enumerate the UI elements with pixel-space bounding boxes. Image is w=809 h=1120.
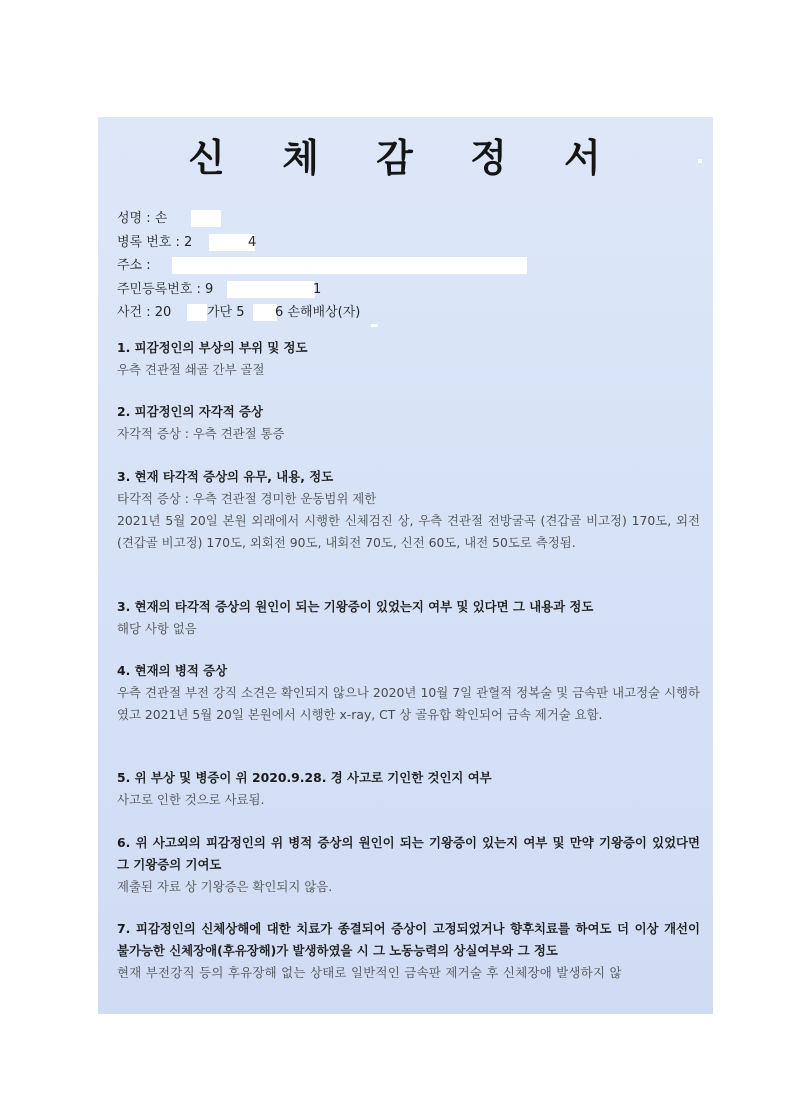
resident-number-prefix: 주민등록번호 : 9	[117, 281, 214, 297]
case-middle: 가단 5	[207, 305, 245, 320]
case-suffix: 6 손해배상(자)	[275, 305, 361, 320]
section-6	[117, 832, 700, 898]
section-2	[117, 401, 700, 445]
patient-info	[117, 207, 361, 325]
scan-speck	[698, 159, 702, 163]
address-label: 주소 :	[117, 258, 151, 273]
section-heading: 3. 현재의 타각적 증상의 원인이 되는 기왕증이 있었는지 여부 및 있다면 그 내용과 정도	[117, 599, 594, 614]
section-3b	[117, 596, 700, 640]
section-1	[117, 337, 700, 381]
section-body: 사고로 인한 것으로 사료됨.	[117, 792, 265, 807]
redaction-box	[227, 281, 315, 298]
section-heading: 7. 피감정인의 신체상해에 대한 치료가 종결되어 증상이 고정되었거나 향후치료를 하여도 더 이상 개선이 불가능한 신체장애(후유장해)가 발생하였을 시 그 노동능력의 상실여부와 그 정도	[117, 921, 700, 958]
patient-name-row	[117, 207, 213, 231]
case-row	[117, 301, 361, 325]
record-number-row	[117, 231, 257, 255]
section-heading: 4. 현재의 병적 증상	[117, 663, 228, 678]
scan-speck	[371, 324, 378, 327]
section-4	[117, 660, 700, 726]
document-page	[98, 117, 713, 1014]
section-5	[117, 767, 700, 811]
section-heading: 6. 위 사고외의 피감정인의 위 병적 증상의 원인이 되는 기왕증이 있는지 여부 및 만약 기왕증이 있었다면 그 기왕증의 기여도	[117, 835, 700, 872]
section-heading: 1. 피감정인의 부상의 부위 및 정도	[117, 340, 308, 355]
section-heading: 5. 위 부상 및 병증이 위 2020.9.28. 경 사고로 기인한 것인지 여부	[117, 770, 492, 785]
section-body: 현재 부전강직 등의 후유장해 없는 상태로 일반적인 금속판 제거술 후 신체장애 발생하지 않	[117, 965, 622, 980]
redaction-box	[187, 304, 207, 321]
redaction-box	[253, 304, 277, 321]
section-7	[117, 918, 700, 984]
section-body: 우측 견관절 쇄골 간부 골절	[117, 362, 265, 377]
document-title: 신 체 감 정 서	[188, 135, 623, 180]
section-body: 우측 견관절 부전 강직 소견은 확인되지 않으나 2020년 10월 7일 관혈적 정복술 및 금속판 내고정술 시행하였고 2021년 5월 20일 본원에서 시행한 x-ray, CT 상 골유합 확인되어 금속 제거술 요함.	[117, 685, 700, 722]
case-prefix: 사건 : 20	[117, 305, 172, 320]
record-number-prefix: 병록 번호 : 2	[117, 234, 193, 250]
resident-number-row	[117, 278, 322, 302]
resident-number-suffix: 1	[313, 281, 322, 297]
section-3	[117, 466, 700, 554]
section-body: 제출된 자료 상 기왕증은 확인되지 않음.	[117, 879, 333, 894]
redaction-box	[191, 210, 221, 227]
section-heading: 2. 피감정인의 자각적 증상	[117, 404, 263, 419]
address-row	[117, 254, 213, 278]
patient-name: 성명 : 손	[117, 211, 168, 226]
redaction-box	[172, 257, 527, 274]
section-body: 자각적 증상 : 우측 견관절 통증	[117, 426, 285, 441]
section-body: 2021년 5월 20일 본원 외래에서 시행한 신체검진 상, 우측 견관절 전방굴곡 (견갑골 비고정) 170도, 외전 (견갑골 비고정) 170도, 외회전 90도, 내회전 70도, 신전 60도, 내전 50도로 측정됨.	[117, 513, 700, 550]
section-body: 해당 사항 없음	[117, 621, 197, 636]
section-heading: 3. 현재 타각적 증상의 유무, 내용, 정도	[117, 469, 334, 484]
section-body-line: 타각적 증상 : 우측 견관절 경미한 운동범위 제한	[117, 491, 377, 506]
record-number-suffix: 4	[248, 234, 257, 250]
